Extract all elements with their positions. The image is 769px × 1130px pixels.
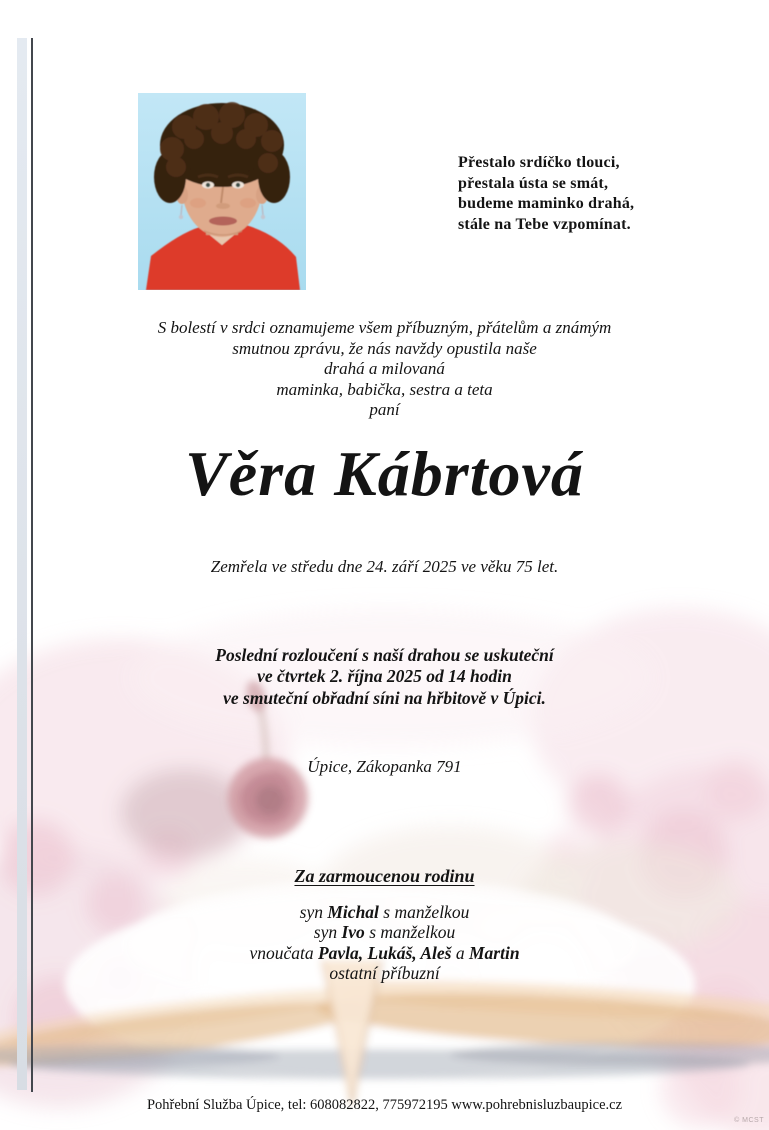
deceased-name: Věra Kábrtová: [185, 438, 584, 509]
verse-line: stále na Tebe vzpomínat.: [458, 215, 631, 233]
funeral-line: Poslední rozloučení s naší drahou se uskuteční: [215, 645, 554, 665]
address-line: Úpice, Zákopanka 791: [307, 757, 462, 776]
family-line: syn Michal s manželkou: [299, 902, 470, 922]
verse-line: přestala ústa se smát,: [458, 174, 609, 192]
announcement-line: smutnou zprávu, že nás navždy opustila naše: [232, 338, 537, 358]
family-line: syn Ivo s manželkou: [313, 922, 456, 943]
family-signature-heading: [0, 866, 769, 887]
verse-line: budeme maminko drahá,: [458, 195, 635, 212]
death-date-line: Zemřela ve středu dne 24. září 2025 ve věku 75 let.: [210, 557, 559, 576]
family-signature-heading-text: Za zarmoucenou rodinu: [294, 866, 475, 886]
funeral-line: ve čtvrtek 2. října 2025 od 14 hodin: [257, 666, 512, 687]
announcement-text: [0, 318, 769, 421]
footer-funeral-service-info: Pohřební Služba Úpice, tel: 608082822, 775972195 www.pohrebnisluzbaupice.cz: [146, 1097, 623, 1113]
announcement-line: drahá a milovaná: [324, 359, 445, 378]
portrait-photo: [138, 93, 306, 290]
announcement-line: maminka, babička, sestra a teta: [276, 379, 493, 399]
announcement-line: paní: [369, 400, 400, 419]
funeral-line: ve smuteční obřadní síni na hřbitově v Úpici.: [223, 687, 546, 708]
funeral-details: [0, 645, 769, 709]
copyright-watermark: © MCST: [734, 1117, 764, 1124]
family-list: [0, 902, 769, 984]
family-line: vnoučata Pavla, Lukáš, Aleš a Martin: [249, 942, 520, 963]
background-book-roses-image: [0, 548, 769, 1130]
family-line: ostatní příbuzní: [329, 963, 440, 984]
memorial-verse: [458, 153, 634, 235]
announcement-line: S bolestí v srdci oznamujeme všem příbuzným, přátelům a známým: [157, 318, 612, 337]
verse-line: Přestalo srdíčko tlouci,: [458, 154, 620, 171]
